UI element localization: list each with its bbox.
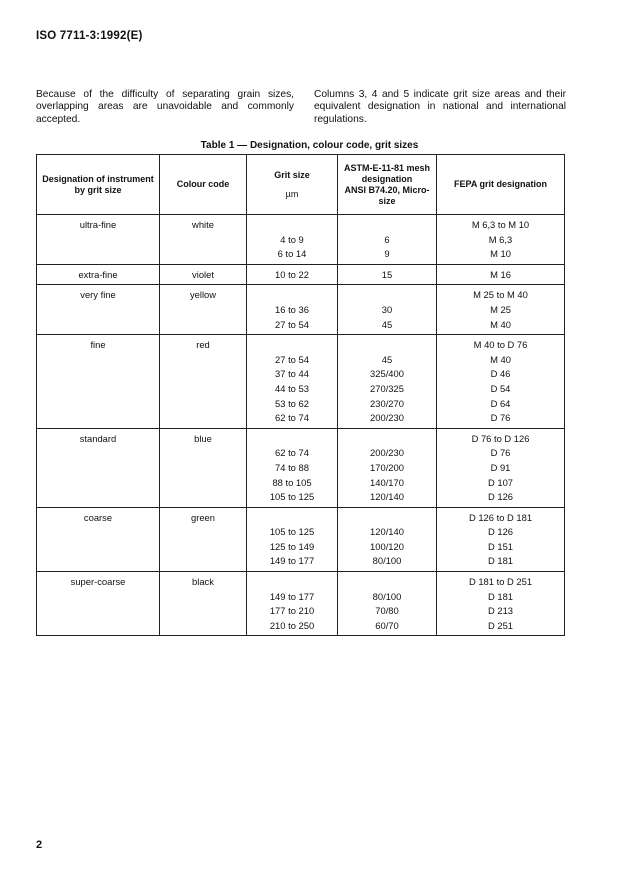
- astm-cell: 120/140: [338, 525, 437, 540]
- grit-cell: 149 to 177: [247, 554, 338, 571]
- table-row: [37, 590, 565, 605]
- fepa-cell: D 46: [437, 367, 565, 382]
- header-grit-size-unit: µm: [285, 188, 299, 199]
- colour-cell: yellow: [160, 285, 247, 303]
- fepa-cell: D 181: [437, 590, 565, 605]
- astm-cell: 9: [338, 247, 437, 264]
- header-colour-code: Colour code: [160, 155, 247, 215]
- fepa-cell: D 107: [437, 476, 565, 491]
- fepa-cell: D 76: [437, 411, 565, 428]
- astm-cell: 80/100: [338, 554, 437, 571]
- table-row: [37, 411, 565, 428]
- designation-cell: standard: [37, 428, 160, 446]
- intro-paragraph-right: Columns 3, 4 and 5 indicate grit size areas and their equivalent designation in national and international regulations.: [314, 89, 566, 125]
- table-row: [37, 247, 565, 264]
- grit-cell: 105 to 125: [247, 490, 338, 507]
- table-row: [37, 233, 565, 248]
- fepa-range-cell: M 40 to D 76: [437, 335, 565, 353]
- table-row: [37, 604, 565, 619]
- table-row: [37, 397, 565, 412]
- colour-cell: violet: [160, 264, 247, 285]
- grit-cell: 6 to 14: [247, 247, 338, 264]
- grit-cell: 62 to 74: [247, 411, 338, 428]
- table-row: [37, 285, 565, 303]
- table-row: [37, 353, 565, 368]
- fepa-cell: D 54: [437, 382, 565, 397]
- table-row: [37, 525, 565, 540]
- astm-cell: 45: [338, 353, 437, 368]
- fepa-cell: D 91: [437, 461, 565, 476]
- astm-cell: 70/80: [338, 604, 437, 619]
- designation-cell: very fine: [37, 285, 160, 303]
- fepa-cell: D 64: [437, 397, 565, 412]
- fepa-cell: D 151: [437, 540, 565, 555]
- grit-cell: 27 to 54: [247, 318, 338, 335]
- grit-cell: 177 to 210: [247, 604, 338, 619]
- header-astm-mesh: ASTM-E-11-81 mesh designation: [343, 162, 431, 184]
- fepa-cell: D 126: [437, 490, 565, 507]
- fepa-range-cell: D 126 to D 181: [437, 507, 565, 525]
- table-row: [37, 428, 565, 446]
- grit-cell: 16 to 36: [247, 303, 338, 318]
- table-row: [37, 446, 565, 461]
- fepa-cell: M 6,3: [437, 233, 565, 248]
- table-row: [37, 540, 565, 555]
- astm-cell: 200/230: [338, 446, 437, 461]
- fepa-cell: M 10: [437, 247, 565, 264]
- designation-cell: super-coarse: [37, 572, 160, 590]
- header-grit-size: [247, 155, 338, 215]
- table-row: [37, 335, 565, 353]
- fepa-range-cell: M 25 to M 40: [437, 285, 565, 303]
- header-fepa: FEPA grit designation: [437, 155, 565, 215]
- table-row: [37, 215, 565, 233]
- colour-cell: black: [160, 572, 247, 590]
- table-row: [37, 303, 565, 318]
- astm-cell: 30: [338, 303, 437, 318]
- grit-cell: 10 to 22: [247, 264, 338, 285]
- colour-cell: white: [160, 215, 247, 233]
- header-designation: Designation of instrument by grit size: [37, 155, 160, 215]
- grit-cell: 53 to 62: [247, 397, 338, 412]
- colour-cell: green: [160, 507, 247, 525]
- table-row: [37, 382, 565, 397]
- astm-cell: 120/140: [338, 490, 437, 507]
- table-row: [37, 318, 565, 335]
- grit-cell: 125 to 149: [247, 540, 338, 555]
- fepa-cell: M 40: [437, 318, 565, 335]
- grit-cell: 74 to 88: [247, 461, 338, 476]
- astm-cell: 100/120: [338, 540, 437, 555]
- table-row: [37, 264, 565, 285]
- fepa-cell: M 16: [437, 264, 565, 285]
- table-row: [37, 572, 565, 590]
- fepa-cell: D 181: [437, 554, 565, 571]
- grit-cell: 37 to 44: [247, 367, 338, 382]
- fepa-cell: D 76: [437, 446, 565, 461]
- table-row: [37, 367, 565, 382]
- intro-paragraph-left: Because of the difficulty of separating grain sizes, overlapping areas are unavoidable and commonly accepted.: [36, 89, 294, 125]
- fepa-cell: M 40: [437, 353, 565, 368]
- designation-cell: fine: [37, 335, 160, 353]
- grit-cell: 105 to 125: [247, 525, 338, 540]
- fepa-cell: D 251: [437, 619, 565, 636]
- table-row: [37, 619, 565, 636]
- grit-cell: 210 to 250: [247, 619, 338, 636]
- grit-cell: 149 to 177: [247, 590, 338, 605]
- fepa-range-cell: D 181 to D 251: [437, 572, 565, 590]
- astm-cell: 170/200: [338, 461, 437, 476]
- designation-cell: ultra-fine: [37, 215, 160, 233]
- astm-cell: 60/70: [338, 619, 437, 636]
- fepa-cell: D 126: [437, 525, 565, 540]
- grit-cell: 4 to 9: [247, 233, 338, 248]
- header-astm: [338, 155, 437, 215]
- astm-cell: 80/100: [338, 590, 437, 605]
- grit-cell: 27 to 54: [247, 353, 338, 368]
- header-ansi: ANSI B74.20, Micro-size: [344, 184, 430, 206]
- colour-cell: blue: [160, 428, 247, 446]
- document-id: ISO 7711-3:1992(E): [36, 30, 143, 42]
- fepa-cell: M 25: [437, 303, 565, 318]
- astm-cell: 15: [338, 264, 437, 285]
- fepa-range-cell: D 76 to D 126: [437, 428, 565, 446]
- page-number: 2: [36, 839, 43, 851]
- astm-cell: 45: [338, 318, 437, 335]
- designation-cell: extra-fine: [37, 264, 160, 285]
- table-caption: Table 1 — Designation, colour code, grit sizes: [200, 140, 419, 151]
- table-row: [37, 461, 565, 476]
- grit-cell: 44 to 53: [247, 382, 338, 397]
- designation-cell: coarse: [37, 507, 160, 525]
- astm-cell: 325/400: [338, 367, 437, 382]
- astm-cell: 6: [338, 233, 437, 248]
- astm-cell: 230/270: [338, 397, 437, 412]
- astm-cell: 140/170: [338, 476, 437, 491]
- colour-cell: red: [160, 335, 247, 353]
- table-row: [37, 490, 565, 507]
- grit-cell: 62 to 74: [247, 446, 338, 461]
- fepa-cell: D 213: [437, 604, 565, 619]
- header-grit-size-label: Grit size: [274, 169, 310, 180]
- astm-cell: 200/230: [338, 411, 437, 428]
- grit-size-table: [36, 154, 565, 636]
- table-row: [37, 476, 565, 491]
- table-row: [37, 554, 565, 571]
- table-header-row: [37, 155, 565, 215]
- grit-cell: 88 to 105: [247, 476, 338, 491]
- fepa-range-cell: M 6,3 to M 10: [437, 215, 565, 233]
- astm-cell: 270/325: [338, 382, 437, 397]
- table-row: [37, 507, 565, 525]
